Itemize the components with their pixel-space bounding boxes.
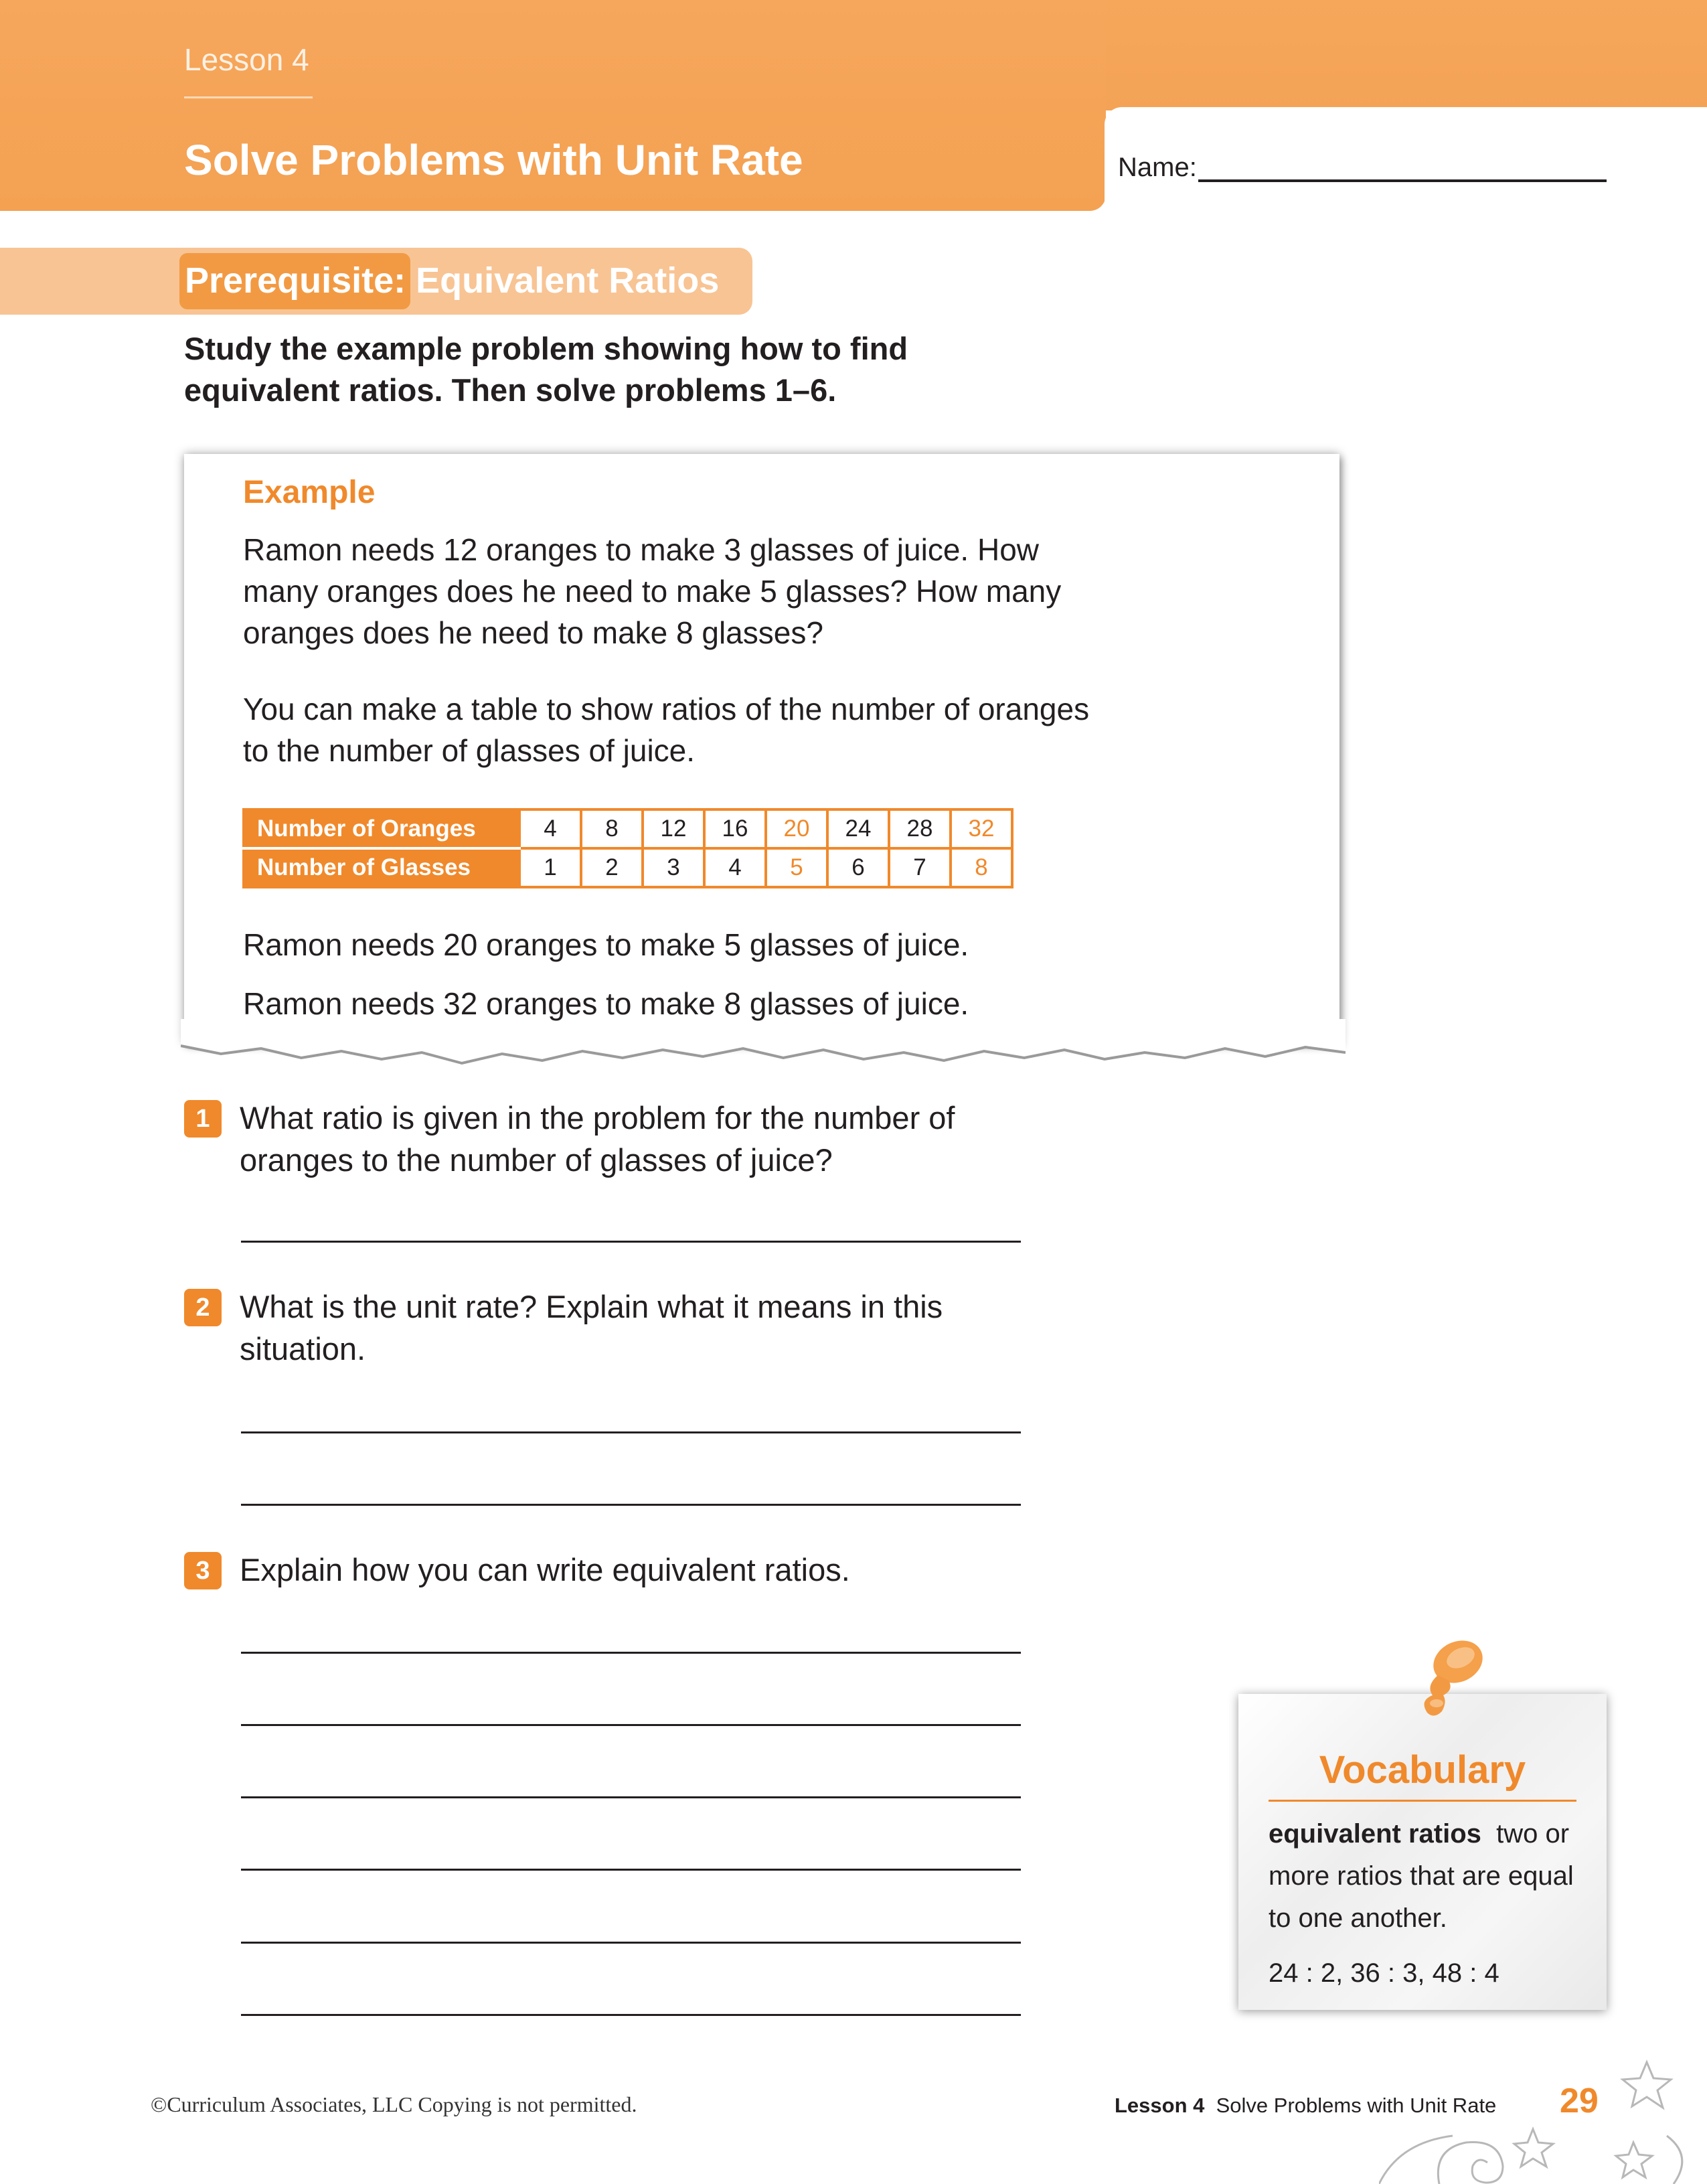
example-heading: Example	[243, 475, 376, 510]
vocabulary-divider	[1269, 1800, 1576, 1802]
answer-line[interactable]	[241, 2014, 1021, 2016]
table-cell: 24	[827, 809, 889, 848]
example-explanation: You can make a table to show ratios of the number of oranges to the number of glasses of juice.	[243, 692, 1090, 768]
page-title: Solve Problems with Unit Rate	[184, 136, 803, 184]
name-label: Name:	[1118, 153, 1197, 182]
answer-line[interactable]	[241, 1724, 1021, 1726]
answer-line[interactable]	[241, 1504, 1021, 1506]
table-cell: 6	[827, 848, 889, 887]
answer-line[interactable]	[241, 1241, 1021, 1243]
answer-line[interactable]	[241, 1942, 1021, 1944]
row-header-oranges: Number of Oranges	[244, 809, 519, 848]
example-answer-1: Ramon needs 20 oranges to make 5 glasses of juice.	[243, 927, 969, 962]
answer-line[interactable]	[241, 1652, 1021, 1654]
footer-lesson-ref: Lesson 4	[1115, 2094, 1205, 2117]
vocabulary-heading: Vocabulary	[1319, 1748, 1526, 1792]
table-cell: 7	[889, 848, 951, 887]
prerequisite-topic: Equivalent Ratios	[416, 260, 720, 301]
answer-line[interactable]	[241, 1796, 1021, 1798]
problem-text-2: What is the unit rate? Explain what it means in this situation.	[240, 1289, 943, 1367]
star-doodle-icon	[1379, 2049, 1707, 2184]
footer-lesson-title: Solve Problems with Unit Rate	[1216, 2094, 1497, 2117]
table-row-oranges	[244, 809, 1012, 848]
table-cell-highlight: 5	[766, 848, 827, 887]
page-number: 29	[1560, 2082, 1599, 2120]
problem-text-1: What ratio is given in the problem for the number of oranges to the number of glasses of juice?	[240, 1100, 955, 1178]
table-cell: 4	[519, 809, 581, 848]
table-cell: 3	[643, 848, 704, 887]
vocabulary-term: equivalent ratios	[1269, 1819, 1481, 1849]
copyright-notice: ©Curriculum Associates, LLC Copying is not permitted.	[151, 2092, 637, 2116]
row-header-glasses: Number of Glasses	[244, 848, 519, 887]
vocabulary-definition-text: two or more ratios that are equal to one another.	[1269, 1819, 1574, 1933]
table-cell: 16	[704, 809, 766, 848]
table-row-glasses	[244, 848, 1012, 887]
table-cell: 4	[704, 848, 766, 887]
table-cell: 2	[581, 848, 643, 887]
pushpin-icon	[1399, 1634, 1493, 1727]
table-cell: 28	[889, 809, 951, 848]
table-cell-highlight: 20	[766, 809, 827, 848]
lesson-underline	[184, 96, 313, 98]
example-problem: Ramon needs 12 oranges to make 3 glasses of juice. How many oranges does he need to make 5 glasses? How many oranges does he need to make 8 glasses?	[243, 532, 1062, 650]
table-cell: 1	[519, 848, 581, 887]
table-cell: 12	[643, 809, 704, 848]
ratio-table	[242, 808, 1013, 888]
problem-number-2: 2	[184, 1289, 222, 1326]
table-cell: 8	[581, 809, 643, 848]
table-cell-highlight: 8	[951, 848, 1012, 887]
table-cell-highlight: 32	[951, 809, 1012, 848]
problem-number-1: 1	[184, 1100, 222, 1138]
prerequisite-label: Prerequisite:	[185, 260, 406, 301]
prerequisite-heading	[185, 260, 719, 301]
example-answer-2: Ramon needs 32 oranges to make 8 glasses of juice.	[243, 986, 969, 1021]
name-field[interactable]	[1198, 179, 1607, 182]
problem-number-3: 3	[184, 1552, 222, 1589]
problem-text-3: Explain how you can write equivalent ratios.	[240, 1552, 850, 1587]
vocabulary-definition	[1269, 1813, 1590, 1940]
answer-line[interactable]	[241, 1431, 1021, 1433]
answer-line[interactable]	[241, 1869, 1021, 1871]
torn-edge	[181, 1019, 1346, 1086]
vocabulary-example: 24 : 2, 36 : 3, 48 : 4	[1269, 1958, 1499, 1988]
lesson-label: Lesson 4	[184, 42, 309, 77]
instructions: Study the example problem showing how to find equivalent ratios. Then solve problems 1–6.	[184, 331, 908, 408]
